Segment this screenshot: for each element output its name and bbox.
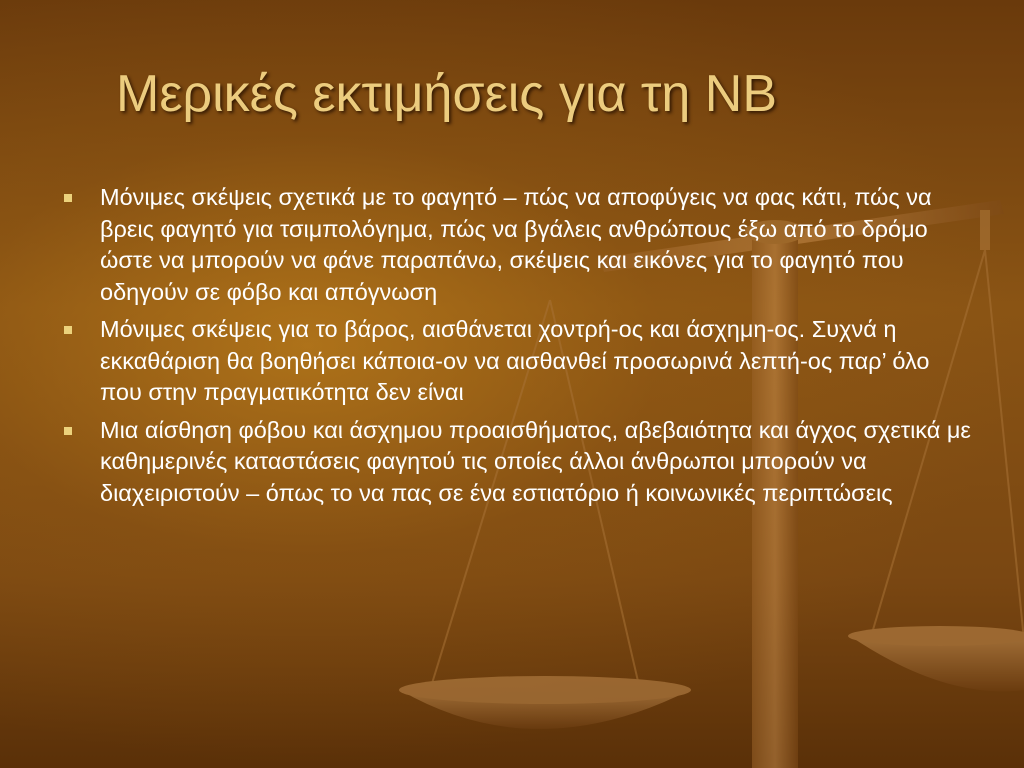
bullet-text: Μόνιμες σκέψεις για το βάρος, αισθάνεται χοντρή-ος και άσχημη-ος. Συχνά η εκκαθάριση θα βοηθήσει κάποια-ον να αισθανθεί προσωρινά λεπτή-ος παρ’ όλο που στην πραγματικότητα δεν είναι (100, 316, 930, 405)
bullet-text: Μια αίσθηση φόβου και άσχημου προαισθήματος, αβεβαιότητα και άγχος σχετικά με καθημερινές καταστάσεις φαγητού τις οποίες άλλοι άνθρωποι μπορούν να διαχειριστούν – όπως το να πας σε ένα εστιατόριο ή κοινωνικές περιπτώσεις (100, 416, 971, 506)
list-item (60, 314, 972, 409)
square-bullet-icon (64, 194, 72, 202)
bullet-list (60, 182, 972, 515)
list-item (60, 415, 972, 510)
slide-title: Μερικές εκτιμήσεις για τη ΝΒ (116, 65, 778, 123)
list-item (60, 182, 972, 308)
square-bullet-icon (64, 326, 72, 334)
bullet-text: Μόνιμες σκέψεις σχετικά με το φαγητό – πώς να αποφύγεις να φας κάτι, πώς να βρεις φαγητό για τσιμπολόγημα, πώς να βγάλεις ανθρώπους έξω από το δρόμο ώστε να μπορούν να φάνε παραπάνω, σκέψεις και εικόνες για το φαγητό που οδηγούν σε φόβο και απόγνωση (100, 184, 932, 305)
square-bullet-icon (64, 427, 72, 435)
